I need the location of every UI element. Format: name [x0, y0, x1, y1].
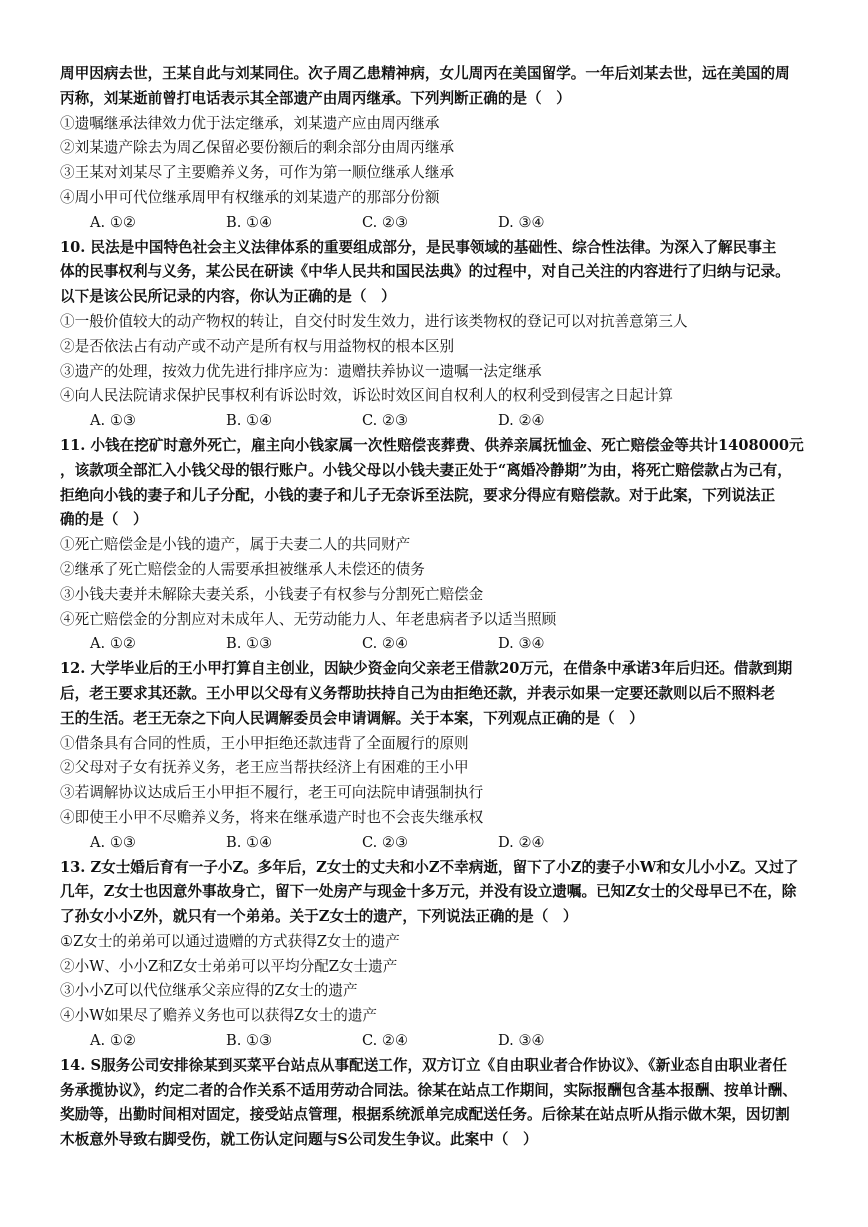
question-block	[60, 657, 828, 855]
answer-choices	[60, 831, 828, 856]
statement-item: ③王某对刘某尽了主要赡养义务，可作为第一顺位继承人继承	[60, 164, 455, 182]
statement-item: ①Z女士的弟弟可以通过遗赠的方式获得Z女士的遗产	[60, 932, 400, 950]
statement-item: ②是否依法占有动产或不动产是所有权与用益物权的根本区别	[60, 337, 455, 355]
question-stem-line: 13. Z女士婚后育有一子小Z。多年后，Z女士的丈夫和小Z不幸病逝，留下了小Z的妻子小W和女儿小小Z。又过了	[60, 858, 799, 876]
question-block	[60, 236, 828, 434]
answer-choices	[60, 1029, 828, 1054]
answer-choice: A. ①③	[90, 412, 136, 430]
statement-item: ②刘某遗产除去为周乙保留必要份额后的剩余部分由周丙继承	[60, 139, 455, 157]
answer-choice: C. ②③	[362, 213, 409, 231]
answer-choice: B. ①③	[226, 1032, 273, 1050]
statement-item: ③若调解协议达成后王小甲拒不履行，老王可向法院申请强制执行	[60, 784, 484, 802]
answer-choice: B. ①③	[226, 635, 273, 653]
answer-choice: A. ①②	[90, 1032, 136, 1050]
question-stem-line: ，该款项全部汇入小钱父母的银行账户。小钱父母以小钱夫妻正处于“离婚冷静期”为由，将死亡赔偿款占为己有，	[60, 461, 792, 479]
statement-item: ②小W、小小Z和Z女士弟弟可以平均分配Z女士遗产	[60, 957, 398, 975]
statement-item: ④向人民法院请求保护民事权利有诉讼时效，诉讼时效区间自权利人的权利受到侵害之日起计算	[60, 387, 673, 405]
answer-choice: D. ②④	[498, 412, 545, 430]
question-stem-line: 14. S服务公司安排徐某到买菜平台站点从事配送工作，双方订立《自由职业者合作协议》、《新业态自由职业者任	[60, 1056, 787, 1074]
statement-item: ③小钱夫妻并未解除夫妻关系，小钱妻子有权参与分割死亡赔偿金	[60, 585, 484, 603]
answer-choices	[60, 409, 828, 434]
statement-item: ①借条具有合同的性质，王小甲拒绝还款违背了全面履行的原则	[60, 734, 469, 752]
answer-choices	[60, 632, 828, 657]
statement-item: ②继承了死亡赔偿金的人需要承担被继承人未偿还的债务	[60, 560, 425, 578]
question-stem-line: 以下是该公民所记录的内容，你认为正确的是（ ）	[60, 288, 396, 306]
answer-choice: C. ②③	[362, 412, 409, 430]
question-stem-line: 周甲因病去世，王某自此与刘某同住。次子周乙患精神病，女儿周丙在美国留学。一年后刘某去世，远在美国的周	[60, 65, 790, 82]
question-stem-line: 后，老王要求其还款。王小甲以父母有义务帮助扶持自己为由拒绝还款，并表示如果一定要还款则以后不照料老	[60, 684, 776, 702]
statement-item: ②父母对子女有抚养义务，老王应当帮扶经济上有困难的王小甲	[60, 759, 469, 777]
question-stem-line: 12. 大学毕业后的王小甲打算自主创业，因缺少资金向父亲老王借款20万元，在借条中承诺3年后归还。借款到期	[60, 660, 793, 678]
answer-choice: A. ①②	[90, 213, 136, 231]
answer-choice: D. ②④	[498, 833, 545, 851]
question-stem-line: 确的是（ ）	[60, 511, 148, 529]
statement-item: ④周小甲可代位继承周甲有权继承的刘某遗产的那部分份额	[60, 188, 440, 206]
question-stem-line: 务承揽协议》，约定二者的合作关系不适用劳动合同法。徐某在站点工作期间，实际报酬包含基本报酬、按单计酬、	[60, 1081, 797, 1099]
answer-choice: D. ③④	[498, 1032, 545, 1050]
answer-choice: B. ①④	[226, 833, 273, 851]
question-stem-line: 几年，Z女士也因意外事故身亡，留下一处房产与现金十多万元，并没有设立遗嘱。已知Z女士的父母早已不在，除	[60, 883, 797, 901]
statement-item: ③小小Z可以代位继承父亲应得的Z女士的遗产	[60, 982, 358, 1000]
statement-item: ①死亡赔偿金是小钱的遗产，属于夫妻二人的共同财产	[60, 536, 411, 554]
answer-choices	[60, 211, 828, 236]
question-stem-line: 体的民事权利与义务，某公民在研读《中华人民共和国民法典》的过程中，对自己关注的内容进行了归纳与记录。	[60, 263, 790, 281]
question-stem-line: 木板意外导致右脚受伤，就工伤认定问题与S公司发生争议。此案中（ ）	[60, 1131, 538, 1149]
statement-item: ③遗产的处理，按效力优先进行排序应为：遗赠扶养协议一遗嘱一法定继承	[60, 362, 542, 380]
answer-choice: D. ③④	[498, 635, 545, 653]
question-block	[60, 62, 828, 236]
statement-item: ④小W如果尽了赡养义务也可以获得Z女士的遗产	[60, 1007, 378, 1025]
question-stem-line: 11. 小钱在挖矿时意外死亡，雇主向小钱家属一次性赔偿丧葬费、供养亲属抚恤金、死亡赔偿金等共计1408000元	[60, 436, 804, 454]
question-stem-line: 了孙女小小Z外，就只有一个弟弟。关于Z女士的遗产，下列说法正确的是（ ）	[60, 908, 578, 926]
question-stem-line: 丙称，刘某逝前曾打电话表示其全部遗产由周丙继承。下列判断正确的是（ ）	[60, 89, 571, 107]
answer-choice: D. ③④	[498, 213, 545, 231]
answer-choice: C. ②④	[362, 1032, 409, 1050]
question-block	[60, 434, 828, 657]
question-stem-line: 王的生活。老王无奈之下向人民调解委员会申请调解。关于本案，下列观点正确的是（ ）	[60, 709, 644, 727]
answer-choice: B. ①④	[226, 412, 273, 430]
question-block	[60, 856, 828, 1054]
answer-choice: A. ①③	[90, 833, 136, 851]
statement-item: ①遗嘱继承法律效力优于法定继承，刘某遗产应由周丙继承	[60, 114, 440, 132]
answer-choice: A. ①②	[90, 635, 136, 653]
statement-item: ①一般价值较大的动产物权的转让，自交付时发生效力，进行该类物权的登记可以对抗善意第三人	[60, 312, 688, 330]
question-stem-line: 10. 民法是中国特色社会主义法律体系的重要组成部分，是民事领域的基础性、综合性法律。为深入了解民事主	[60, 238, 777, 256]
question-stem-line: 拒绝向小钱的妻子和儿子分配，小钱的妻子和儿子无奈诉至法院，要求分得应有赔偿款。对于此案，下列说法正	[60, 486, 776, 504]
question-stem-line: 奖励等，出勤时间相对固定，接受站点管理，根据系统派单完成配送任务。后徐某在站点听从指示做木架，因切割	[60, 1106, 790, 1124]
statement-item: ④即使王小甲不尽赡养义务，将来在继承遗产时也不会丧失继承权	[60, 808, 484, 826]
answer-choice: C. ②④	[362, 635, 409, 653]
statement-item: ④死亡赔偿金的分割应对未成年人、无劳动能力人、年老患病者予以适当照顾	[60, 610, 557, 628]
answer-choice: B. ①④	[226, 213, 273, 231]
question-block	[60, 1054, 828, 1153]
answer-choice: C. ②③	[362, 833, 409, 851]
